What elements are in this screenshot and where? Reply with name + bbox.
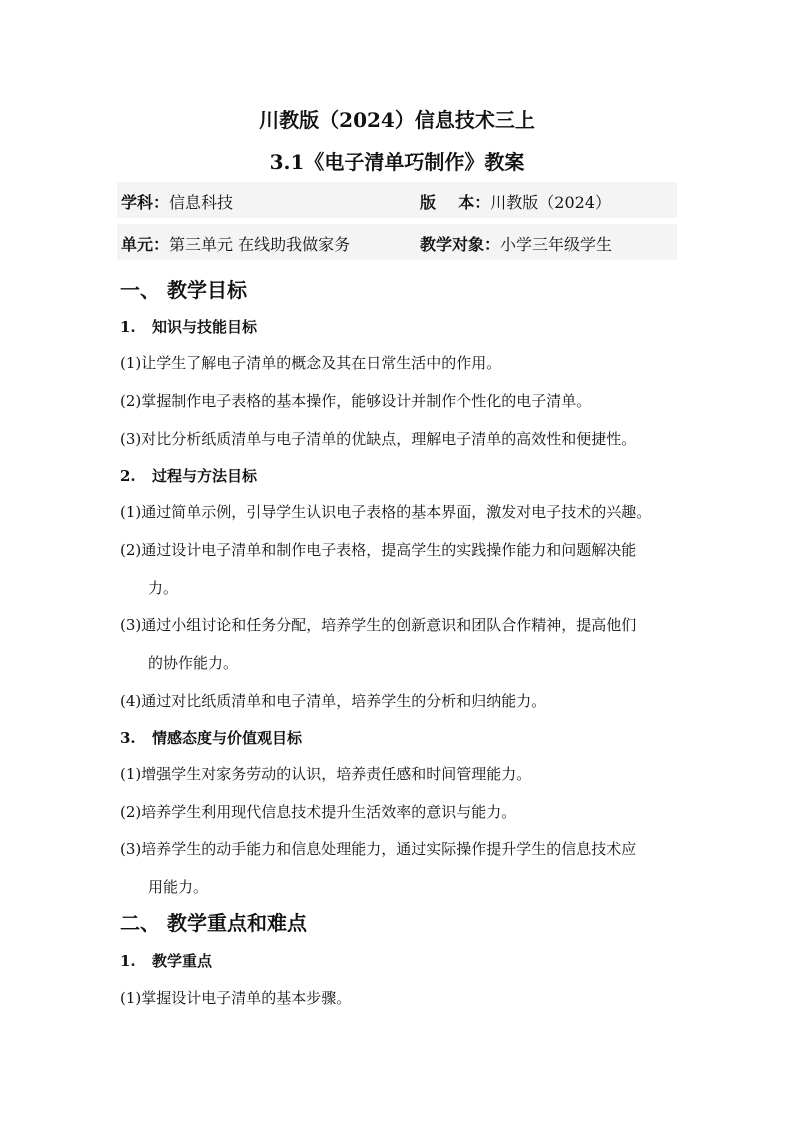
paragraph-continuation: 力。: [148, 579, 179, 597]
paragraph: (2)通过设计电子清单和制作电子表格，提高学生的实践操作能力和问题解决能: [120, 541, 637, 559]
subheading-number: 1.: [120, 318, 136, 336]
subheading-text: 教学重点: [152, 952, 213, 970]
subheading-values: [120, 727, 302, 748]
edition-label: 版 本：: [420, 193, 491, 212]
unit-value: 第三单元 在线助我做家务: [169, 235, 351, 254]
subheading-number: 2.: [120, 467, 136, 485]
paragraph: (1)让学生了解电子清单的概念及其在日常生活中的作用。: [120, 354, 502, 372]
edition-value: 川教版（2024）: [490, 193, 612, 212]
meta-target: [420, 232, 612, 255]
paragraph: (4)通过对比纸质清单和电子清单，培养学生的分析和归纳能力。: [120, 692, 547, 710]
paragraph: (2)掌握制作电子表格的基本操作，能够设计并制作个性化的电子清单。: [120, 392, 592, 410]
subheading-process: [120, 465, 257, 486]
subheading-number: 1.: [120, 952, 136, 970]
paragraph-continuation: 的协作能力。: [148, 654, 239, 672]
paragraph: (3)通过小组讨论和任务分配，培养学生的创新意识和团队合作精神，提高他们: [120, 616, 637, 634]
paragraph: (1)增强学生对家务劳动的认识，培养责任感和时间管理能力。: [120, 765, 532, 783]
meta-edition: [420, 190, 611, 213]
subheading-text: 情感态度与价值观目标: [152, 729, 303, 747]
section-heading-objectives: 一、 教学目标: [120, 278, 247, 302]
paragraph: (3)对比分析纸质清单与电子清单的优缺点，理解电子清单的高效性和便捷性。: [120, 430, 637, 448]
subject-label: 学科：: [121, 193, 170, 212]
subheading-knowledge: [120, 316, 257, 337]
subheading-number: 3.: [120, 729, 136, 747]
document-title: 川教版（2024）信息技术三上: [259, 108, 535, 132]
paragraph-continuation: 用能力。: [148, 878, 209, 896]
subheading-text: 过程与方法目标: [152, 467, 258, 485]
paragraph: (1)通过简单示例，引导学生认识电子表格的基本界面，激发对电子技术的兴趣。: [120, 503, 652, 521]
subheading-key-points: [120, 950, 212, 971]
subheading-text: 知识与技能目标: [152, 318, 258, 336]
meta-subject: [121, 190, 233, 213]
target-label: 教学对象：: [420, 235, 501, 254]
subject-value: 信息科技: [169, 193, 234, 212]
unit-label: 单元：: [121, 235, 170, 254]
lesson-title: 3.1《电子清单巧制作》教案: [269, 150, 525, 174]
section-heading-key-points: 二、 教学重点和难点: [120, 911, 307, 935]
paragraph: (3)培养学生的动手能力和信息处理能力，通过实际操作提升学生的信息技术应: [120, 840, 637, 858]
meta-row-2: [117, 224, 677, 260]
paragraph: (2)培养学生利用现代信息技术提升生活效率的意识与能力。: [120, 803, 517, 821]
meta-unit: [121, 232, 350, 255]
target-value: 小学三年级学生: [500, 235, 613, 254]
paragraph: (1)掌握设计电子清单的基本步骤。: [120, 989, 352, 1007]
meta-row-1: [117, 182, 677, 218]
